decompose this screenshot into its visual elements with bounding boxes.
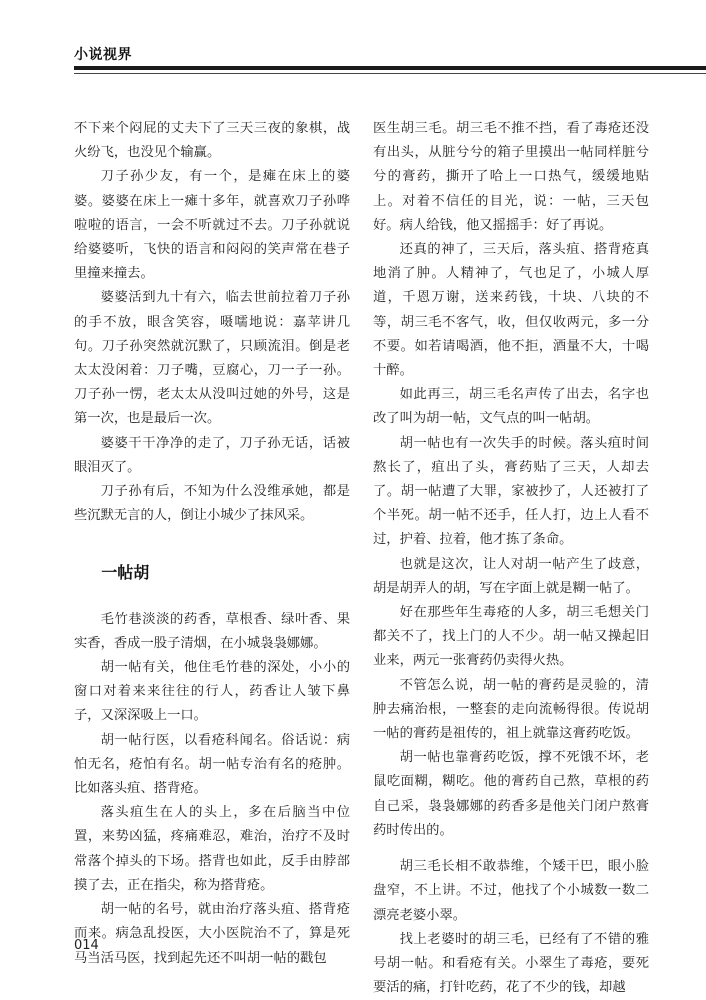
paragraph: 还真的神了，三天后，落头疽、搭背疮真地消了肿。人精神了，气也足了，小城人厚道，千恩万谢，送来药钱，十块、八块的不等，胡三毛不客气，收，但仅收两元，多一分不要。如若请喝酒，他不拒，酒量不大，十喝十醉。 — [373, 242, 649, 379]
paragraph: 好在那些年生毒疮的人多，胡三毛想关门都关不了，找上门的人不少。胡一帖又操起旧业来，两元一张膏药仍卖得火热。 — [373, 605, 649, 669]
paragraph: 胡三毛长相不敢恭维，个矮干巴，眼小脸盘窄，不上讲。不过，他找了个小城数一数二漂亮老婆小翠。 — [373, 859, 649, 923]
header-rule-thick — [74, 66, 706, 70]
section-heading: 一帖胡 — [101, 563, 150, 583]
paragraph: 不管怎么说，胡一帖的膏药是灵验的，清肿去痛治根，一整套的走向流畅得很。传说胡一帖的膏药是祖传的，祖上就靠这膏药吃饭。 — [373, 677, 649, 742]
paragraph: 刀子孙少友，有一个，是瘫在床上的婆婆。婆婆在床上一瘫十多年，就喜欢刀子孙哗啦啦的语言，一会不听就过不去。刀子孙就说给婆婆听，飞快的语言和闷闷的笑声常在巷子里撞来撞去。 — [74, 169, 350, 282]
paragraph: 不下来个闷屁的丈夫下了三天三夜的象棋，战火纷飞，也没见个输赢。 — [74, 121, 350, 161]
paragraph: 胡一帖也靠膏药吃饭，撑不死饿不坏，老鼠吃面糊，糊吃。他的膏药自己熬，草根的药自己采，袅袅娜娜的药香多是他关门闭户熬膏药时传出的。 — [373, 750, 649, 838]
paragraph: 胡一帖行医，以看疮科闻名。俗话说：病怕无名，疮怕有名。胡一帖专治有名的疮肿。比如落头疽、搭背疮。 — [74, 732, 350, 797]
paragraph: 婆婆干干净净的走了，刀子孙无话，话被眼泪灭了。 — [74, 435, 350, 475]
left-column — [74, 117, 350, 971]
paragraph: 医生胡三毛。胡三毛不推不挡，看了毒疮还没有出头，从脏兮兮的箱子里摸出一帖同样脏兮兮的膏药，撕开了哈上一口热气，缓缓地贴上。对着不信任的目光，说：一帖，三天包好。病人给钱，他又摇摇手：好了再说。 — [373, 121, 649, 233]
header-rule-thin — [74, 73, 706, 74]
paragraph: 找上老婆时的胡三毛，已经有了不错的雅号胡一帖。和看疮有关。小翠生了毒疮，要死要活的痛，打针吃药，花了不少的钱，却越 — [373, 931, 649, 996]
paragraph: 也就是这次，让人对胡一帖产生了歧意，胡是胡弄人的胡，写在字面上就是糊一帖了。 — [373, 556, 649, 596]
paragraph: 胡一帖也有一次失手的时候。落头疽时间熬长了，疽出了头，膏药贴了三天，人却去了。胡一帖遭了大罪，家被抄了，人还被打了个半死。胡一帖不还手，任人打，边上人看不过，护着、拉着，他才拣了条命。 — [373, 435, 649, 548]
paragraph: 胡一帖有关，他住毛竹巷的深处，小小的窗口对着来来往往的行人，药香让人皱下鼻子，又深深吸上一口。 — [74, 660, 350, 724]
paragraph: 婆婆活到九十有六，临去世前拉着刀子孙的手不放，眼含笑容，嗫嚅地说：嘉苹讲几句。刀子孙突然就沉默了，只顾流泪。倒是老太太没闲着：刀子嘴，豆腐心，刀一子一孙。刀子孙一愣，老太太从没叫过她的外号，这是第一次，也是最后一次。 — [74, 290, 350, 427]
paragraph: 落头疽生在人的头上，多在后脑当中位置，来势凶猛，疼痛难忍，难治，治疗不及时常落个掉头的下场。搭背也如此，反手由脖部摸了去，正在指尖，称为搭背疮。 — [74, 805, 350, 893]
magazine-section-title: 小说视界 — [74, 47, 132, 63]
paragraph: 如此再三，胡三毛名声传了出去，名字也改了叫为胡一帖，文气点的叫一帖胡。 — [373, 387, 649, 427]
paragraph: 胡一帖的名号，就由治疗落头疽、搭背疮而来。病急乱投医，大小医院治不了，算是死马当活马医，找到起先还不叫胡一帖的戳包 — [74, 902, 350, 966]
paragraph: 刀子孙有后，不知为什么没维承她，都是些沉默无言的人，倒让小城少了抹风采。 — [74, 484, 350, 524]
page-number: 014 — [74, 938, 99, 953]
right-column — [373, 117, 649, 1000]
paragraph: 毛竹巷淡淡的药香，草根香、绿叶香、果实香，香成一股子清烟，在小城袅袅娜娜。 — [74, 611, 350, 651]
